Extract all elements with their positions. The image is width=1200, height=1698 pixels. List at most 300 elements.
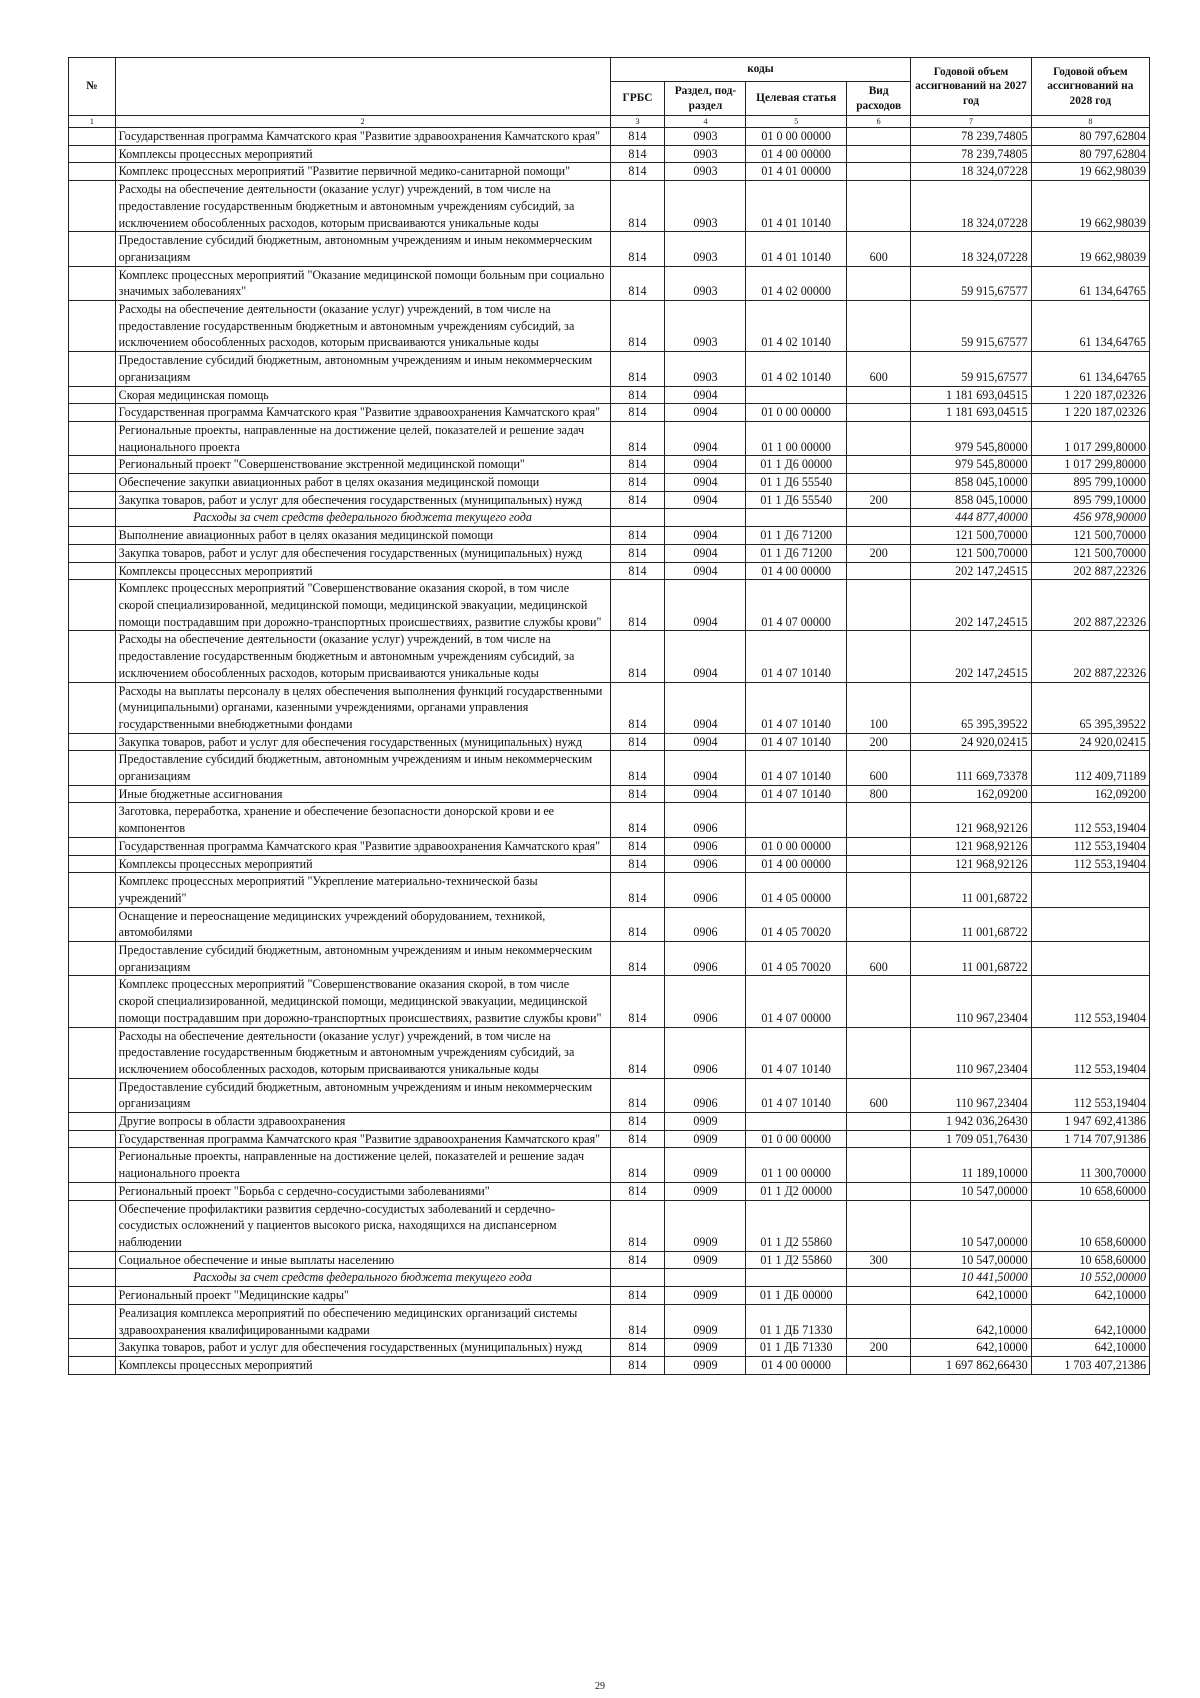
amount-2027-cell: 202 147,24515 [911, 562, 1031, 580]
table-row [69, 803, 1150, 837]
kind-cell [847, 1027, 911, 1078]
grbs-cell: 814 [610, 232, 665, 266]
amount-2028-cell: 1 017 299,80000 [1031, 456, 1149, 474]
table-body [69, 128, 1150, 1375]
amount-2028-cell: 61 134,64765 [1031, 352, 1149, 386]
item-name-cell: Государственная программа Камчатского края "Развитие здравоохранения Камчатского края" [115, 1130, 610, 1148]
amount-2027-cell: 18 324,07228 [911, 163, 1031, 181]
amount-2028-cell [1031, 907, 1149, 941]
item-name-cell: Социальное обеспечение и иные выплаты населению [115, 1251, 610, 1269]
amount-2027-cell: 162,09200 [911, 785, 1031, 803]
kind-cell [847, 1304, 911, 1338]
amount-2028-cell: 10 658,60000 [1031, 1251, 1149, 1269]
row-number-cell [69, 527, 116, 545]
grbs-cell: 814 [610, 855, 665, 873]
item-name-cell: Комплексы процессных мероприятий [115, 1356, 610, 1374]
amount-2027-cell: 110 967,23404 [911, 1027, 1031, 1078]
amount-2028-cell: 61 134,64765 [1031, 266, 1149, 300]
amount-2028-cell: 61 134,64765 [1031, 301, 1149, 352]
amount-2027-cell: 642,10000 [911, 1304, 1031, 1338]
table-row [69, 837, 1150, 855]
item-name-cell: Обеспечение закупки авиационных работ в целях оказания медицинской помощи [115, 474, 610, 492]
table-row [69, 1130, 1150, 1148]
row-number-cell [69, 128, 116, 146]
item-name-cell: Расходы за счет средств федерального бюджета текущего года [115, 1269, 610, 1287]
col-number-4: 4 [665, 116, 746, 128]
section-cell: 0904 [665, 785, 746, 803]
amount-2028-cell: 112 553,19404 [1031, 855, 1149, 873]
kind-cell: 300 [847, 1251, 911, 1269]
amount-2028-cell: 19 662,98039 [1031, 232, 1149, 266]
row-number-cell [69, 1113, 116, 1131]
amount-2027-cell: 1 709 051,76430 [911, 1130, 1031, 1148]
section-cell: 0909 [665, 1287, 746, 1305]
section-cell: 0906 [665, 942, 746, 976]
row-number-cell [69, 266, 116, 300]
amount-2028-cell: 202 887,22326 [1031, 562, 1149, 580]
amount-2027-cell: 59 915,67577 [911, 352, 1031, 386]
amount-2027-cell: 1 181 693,04515 [911, 404, 1031, 422]
target-cell: 01 1 Д2 55860 [746, 1251, 847, 1269]
target-cell: 01 0 00 00000 [746, 1130, 847, 1148]
target-cell: 01 4 07 10140 [746, 1078, 847, 1112]
col-number-1: 1 [69, 116, 116, 128]
amount-2027-cell: 11 189,10000 [911, 1148, 1031, 1182]
table-row [69, 562, 1150, 580]
grbs-cell: 814 [610, 942, 665, 976]
section-cell: 0909 [665, 1113, 746, 1131]
section-cell: 0904 [665, 682, 746, 733]
section-cell: 0906 [665, 1027, 746, 1078]
kind-cell [847, 145, 911, 163]
table-row [69, 527, 1150, 545]
item-name-cell: Другие вопросы в области здравоохранения [115, 1113, 610, 1131]
amount-2028-cell: 112 553,19404 [1031, 1078, 1149, 1112]
target-cell [746, 1113, 847, 1131]
amount-2027-cell: 1 942 036,26430 [911, 1113, 1031, 1131]
kind-cell [847, 1182, 911, 1200]
kind-cell [847, 907, 911, 941]
amount-2027-cell: 121 500,70000 [911, 544, 1031, 562]
item-name-cell: Расходы на обеспечение деятельности (оказание услуг) учреждений, в том числе на предоставление государственным бюджетным и автономным учреждениям субсидий, за исключением обособленных расходов, которым присваиваются уникальные коды [115, 1027, 610, 1078]
kind-cell [847, 1113, 911, 1131]
target-cell: 01 4 00 00000 [746, 1356, 847, 1374]
amount-2028-cell: 121 500,70000 [1031, 544, 1149, 562]
amount-2028-cell: 895 799,10000 [1031, 474, 1149, 492]
kind-cell [847, 386, 911, 404]
kind-cell: 600 [847, 751, 911, 785]
item-name-cell: Комплекс процессных мероприятий "Укрепление материально-технической базы учреждений" [115, 873, 610, 907]
table-row [69, 1200, 1150, 1251]
grbs-cell: 814 [610, 751, 665, 785]
table-row [69, 1356, 1150, 1374]
kind-cell [847, 873, 911, 907]
amount-2027-cell: 10 547,00000 [911, 1251, 1031, 1269]
target-cell: 01 4 02 10140 [746, 301, 847, 352]
kind-cell [847, 527, 911, 545]
target-cell: 01 0 00 00000 [746, 128, 847, 146]
target-cell: 01 4 01 10140 [746, 181, 847, 232]
target-cell: 01 4 07 10140 [746, 751, 847, 785]
table-row [69, 1287, 1150, 1305]
section-cell: 0904 [665, 631, 746, 682]
grbs-cell: 814 [610, 1113, 665, 1131]
item-name-cell: Региональный проект "Совершенствование экстренной медицинской помощи" [115, 456, 610, 474]
grbs-cell: 814 [610, 1182, 665, 1200]
table-row [69, 751, 1150, 785]
amount-2027-cell: 11 001,68722 [911, 873, 1031, 907]
target-cell: 01 1 00 00000 [746, 1148, 847, 1182]
grbs-cell: 814 [610, 1356, 665, 1374]
row-number-cell [69, 474, 116, 492]
kind-cell [847, 631, 911, 682]
amount-2028-cell: 162,09200 [1031, 785, 1149, 803]
target-cell: 01 1 Д6 71200 [746, 527, 847, 545]
target-cell [746, 803, 847, 837]
item-name-cell: Оснащение и переоснащение медицинских учреждений оборудованием, техникой, автомобилями [115, 907, 610, 941]
row-number-cell [69, 301, 116, 352]
amount-2028-cell: 202 887,22326 [1031, 631, 1149, 682]
amount-2028-cell: 1 947 692,41386 [1031, 1113, 1149, 1131]
amount-2028-cell: 10 658,60000 [1031, 1200, 1149, 1251]
grbs-cell: 814 [610, 837, 665, 855]
section-cell: 0904 [665, 580, 746, 631]
table-row [69, 1251, 1150, 1269]
grbs-cell: 814 [610, 266, 665, 300]
grbs-cell: 814 [610, 163, 665, 181]
amount-2028-cell: 1 220 187,02326 [1031, 404, 1149, 422]
row-number-cell [69, 631, 116, 682]
grbs-cell: 814 [610, 421, 665, 455]
row-number-cell [69, 404, 116, 422]
page-number: 29 [595, 1681, 605, 1692]
header-grbs: ГРБС [610, 82, 665, 116]
item-name-cell: Реализация комплекса мероприятий по обеспечению медицинских организаций системы здравоохранения квалифицированными кадрами [115, 1304, 610, 1338]
grbs-cell: 814 [610, 682, 665, 733]
target-cell: 01 1 Д6 00000 [746, 456, 847, 474]
table-row [69, 181, 1150, 232]
table-row [69, 1113, 1150, 1131]
amount-2028-cell: 11 300,70000 [1031, 1148, 1149, 1182]
section-cell: 0909 [665, 1339, 746, 1357]
table-row [69, 456, 1150, 474]
amount-2028-cell: 24 920,02415 [1031, 733, 1149, 751]
table-row [69, 544, 1150, 562]
table-row [69, 873, 1150, 907]
header-section: Раздел, под-раздел [665, 82, 746, 116]
kind-cell: 600 [847, 352, 911, 386]
amount-2028-cell: 112 553,19404 [1031, 837, 1149, 855]
section-cell: 0903 [665, 128, 746, 146]
budget-table [68, 57, 1150, 1375]
grbs-cell: 814 [610, 527, 665, 545]
kind-cell: 800 [847, 785, 911, 803]
amount-2028-cell: 112 553,19404 [1031, 1027, 1149, 1078]
section-cell: 0904 [665, 751, 746, 785]
amount-2027-cell: 121 968,92126 [911, 803, 1031, 837]
grbs-cell: 814 [610, 580, 665, 631]
table-row [69, 907, 1150, 941]
target-cell: 01 4 07 00000 [746, 580, 847, 631]
target-cell: 01 4 07 10140 [746, 785, 847, 803]
section-cell: 0903 [665, 352, 746, 386]
kind-cell: 200 [847, 1339, 911, 1357]
target-cell: 01 4 00 00000 [746, 145, 847, 163]
kind-cell [847, 404, 911, 422]
target-cell: 01 1 ДБ 00000 [746, 1287, 847, 1305]
amount-2028-cell: 80 797,62804 [1031, 128, 1149, 146]
grbs-cell: 814 [610, 301, 665, 352]
target-cell: 01 1 Д6 55540 [746, 474, 847, 492]
item-name-cell: Комплекс процессных мероприятий "Совершенствование оказания скорой, в том числе скорой специализированной, медицинской помощи, медицинской эвакуации, медицинской помощи пострадавшим при дорожно-транспортных происшествиях, развитие службы крови" [115, 976, 610, 1027]
grbs-cell: 814 [610, 386, 665, 404]
item-name-cell: Государственная программа Камчатского края "Развитие здравоохранения Камчатского края" [115, 404, 610, 422]
row-number-cell [69, 1304, 116, 1338]
item-name-cell: Региональный проект "Борьба с сердечно-сосудистыми заболеваниями" [115, 1182, 610, 1200]
amount-2027-cell: 10 547,00000 [911, 1200, 1031, 1251]
amount-2028-cell: 642,10000 [1031, 1339, 1149, 1357]
header-2028: Годовой объем ассигнований на 2028 год [1031, 58, 1149, 116]
section-cell: 0909 [665, 1251, 746, 1269]
grbs-cell: 814 [610, 181, 665, 232]
section-cell: 0904 [665, 544, 746, 562]
section-cell: 0909 [665, 1304, 746, 1338]
row-number-cell [69, 751, 116, 785]
grbs-cell: 814 [610, 1148, 665, 1182]
amount-2027-cell: 78 239,74805 [911, 128, 1031, 146]
amount-2027-cell: 121 500,70000 [911, 527, 1031, 545]
kind-cell [847, 181, 911, 232]
target-cell: 01 4 07 10140 [746, 682, 847, 733]
amount-2027-cell: 1 697 862,66430 [911, 1356, 1031, 1374]
item-name-cell: Комплексы процессных мероприятий [115, 145, 610, 163]
section-cell: 0903 [665, 266, 746, 300]
table-row [69, 976, 1150, 1027]
row-number-cell [69, 907, 116, 941]
row-number-cell [69, 386, 116, 404]
amount-2027-cell: 78 239,74805 [911, 145, 1031, 163]
grbs-cell: 814 [610, 733, 665, 751]
kind-cell [847, 1148, 911, 1182]
amount-2027-cell: 59 915,67577 [911, 266, 1031, 300]
table-row [69, 942, 1150, 976]
target-cell: 01 1 Д6 71200 [746, 544, 847, 562]
grbs-cell: 814 [610, 1027, 665, 1078]
item-name-cell: Скорая медицинская помощь [115, 386, 610, 404]
col-number-6: 6 [847, 116, 911, 128]
grbs-cell [610, 1269, 665, 1287]
amount-2028-cell: 642,10000 [1031, 1304, 1149, 1338]
grbs-cell: 814 [610, 1078, 665, 1112]
kind-cell [847, 803, 911, 837]
grbs-cell: 814 [610, 803, 665, 837]
kind-cell: 200 [847, 544, 911, 562]
table-row [69, 1339, 1150, 1357]
amount-2027-cell: 11 001,68722 [911, 942, 1031, 976]
section-cell: 0909 [665, 1148, 746, 1182]
row-number-cell [69, 1287, 116, 1305]
target-cell [746, 1269, 847, 1287]
amount-2028-cell: 10 552,00000 [1031, 1269, 1149, 1287]
table-row [69, 733, 1150, 751]
item-name-cell: Предоставление субсидий бюджетным, автономным учреждениям и иным некоммерческим организациям [115, 751, 610, 785]
grbs-cell: 814 [610, 474, 665, 492]
item-name-cell: Региональные проекты, направленные на достижение целей, показателей и решение задач национального проекта [115, 421, 610, 455]
grbs-cell: 814 [610, 128, 665, 146]
section-cell: 0904 [665, 421, 746, 455]
table-row [69, 491, 1150, 509]
kind-cell [847, 562, 911, 580]
section-cell: 0909 [665, 1130, 746, 1148]
table-row [69, 1078, 1150, 1112]
section-cell: 0903 [665, 163, 746, 181]
kind-cell [847, 421, 911, 455]
section-cell: 0904 [665, 491, 746, 509]
table-row [69, 1027, 1150, 1078]
target-cell: 01 1 ДБ 71330 [746, 1304, 847, 1338]
grbs-cell: 814 [610, 352, 665, 386]
section-cell [665, 509, 746, 527]
item-name-cell: Расходы на выплаты персоналу в целях обеспечения выполнения функций государственными (муниципальными) органами, казенными учреждениями, органами управления государственными внебюджетными фондами [115, 682, 610, 733]
row-number-cell [69, 1200, 116, 1251]
item-name-cell: Государственная программа Камчатского края "Развитие здравоохранения Камчатского края" [115, 837, 610, 855]
amount-2027-cell: 121 968,92126 [911, 837, 1031, 855]
row-number-cell [69, 509, 116, 527]
kind-cell [847, 976, 911, 1027]
target-cell: 01 1 Д2 00000 [746, 1182, 847, 1200]
amount-2028-cell: 1 703 407,21386 [1031, 1356, 1149, 1374]
amount-2027-cell: 1 181 693,04515 [911, 386, 1031, 404]
section-cell: 0903 [665, 181, 746, 232]
item-name-cell: Предоставление субсидий бюджетным, автономным учреждениям и иным некоммерческим организациям [115, 232, 610, 266]
kind-cell: 600 [847, 942, 911, 976]
table-row [69, 232, 1150, 266]
amount-2028-cell: 112 409,71189 [1031, 751, 1149, 785]
section-cell: 0909 [665, 1200, 746, 1251]
table-row [69, 580, 1150, 631]
amount-2028-cell: 1 017 299,80000 [1031, 421, 1149, 455]
table-row [69, 785, 1150, 803]
kind-cell [847, 456, 911, 474]
grbs-cell: 814 [610, 873, 665, 907]
item-name-cell: Предоставление субсидий бюджетным, автономным учреждениям и иным некоммерческим организациям [115, 942, 610, 976]
row-number-cell [69, 181, 116, 232]
row-number-cell [69, 580, 116, 631]
item-name-cell: Комплекс процессных мероприятий "Развитие первичной медико-санитарной помощи" [115, 163, 610, 181]
amount-2028-cell [1031, 873, 1149, 907]
section-cell: 0906 [665, 837, 746, 855]
amount-2027-cell: 202 147,24515 [911, 631, 1031, 682]
row-number-cell [69, 1356, 116, 1374]
item-name-cell: Закупка товаров, работ и услуг для обеспечения государственных (муниципальных) нужд [115, 544, 610, 562]
row-number-cell [69, 1148, 116, 1182]
target-cell: 01 0 00 00000 [746, 404, 847, 422]
table-row [69, 1304, 1150, 1338]
section-cell: 0904 [665, 733, 746, 751]
item-name-cell: Закупка товаров, работ и услуг для обеспечения государственных (муниципальных) нужд [115, 491, 610, 509]
kind-cell [847, 1130, 911, 1148]
section-cell: 0906 [665, 976, 746, 1027]
kind-cell [847, 474, 911, 492]
amount-2027-cell: 979 545,80000 [911, 456, 1031, 474]
grbs-cell: 814 [610, 785, 665, 803]
section-cell: 0906 [665, 907, 746, 941]
header-target: Целевая статья [746, 82, 847, 116]
kind-cell [847, 580, 911, 631]
row-number-cell [69, 1078, 116, 1112]
row-number-cell [69, 1027, 116, 1078]
grbs-cell: 814 [610, 1339, 665, 1357]
header-codes: коды [610, 58, 911, 82]
amount-2027-cell: 121 968,92126 [911, 855, 1031, 873]
kind-cell: 600 [847, 1078, 911, 1112]
row-number-cell [69, 1269, 116, 1287]
amount-2027-cell: 110 967,23404 [911, 976, 1031, 1027]
item-name-cell: Региональный проект "Медицинские кадры" [115, 1287, 610, 1305]
amount-2027-cell: 10 441,50000 [911, 1269, 1031, 1287]
target-cell [746, 386, 847, 404]
amount-2027-cell: 202 147,24515 [911, 580, 1031, 631]
target-cell: 01 4 07 00000 [746, 976, 847, 1027]
item-name-cell: Региональные проекты, направленные на достижение целей, показателей и решение задач национального проекта [115, 1148, 610, 1182]
row-number-cell [69, 1339, 116, 1357]
section-cell: 0903 [665, 145, 746, 163]
row-number-cell [69, 544, 116, 562]
amount-2027-cell: 642,10000 [911, 1287, 1031, 1305]
row-number-cell [69, 855, 116, 873]
amount-2027-cell: 111 669,73378 [911, 751, 1031, 785]
kind-cell [847, 266, 911, 300]
amount-2027-cell: 11 001,68722 [911, 907, 1031, 941]
col-number-5: 5 [746, 116, 847, 128]
row-number-cell [69, 837, 116, 855]
grbs-cell: 814 [610, 145, 665, 163]
grbs-cell: 814 [610, 562, 665, 580]
kind-cell [847, 1269, 911, 1287]
target-cell: 01 4 07 10140 [746, 1027, 847, 1078]
kind-cell [847, 1287, 911, 1305]
item-name-cell: Комплекс процессных мероприятий "Совершенствование оказания скорой, в том числе скорой специализированной, медицинской помощи, медицинской эвакуации, медицинской помощи пострадавшим при дорожно-транспортных происшествиях, развитие службы крови" [115, 580, 610, 631]
col-number-3: 3 [610, 116, 665, 128]
grbs-cell: 814 [610, 976, 665, 1027]
section-cell: 0906 [665, 803, 746, 837]
amount-2028-cell: 19 662,98039 [1031, 163, 1149, 181]
section-cell: 0906 [665, 1078, 746, 1112]
table-row [69, 1182, 1150, 1200]
amount-2028-cell: 10 658,60000 [1031, 1182, 1149, 1200]
table-row [69, 682, 1150, 733]
amount-2028-cell: 642,10000 [1031, 1287, 1149, 1305]
table-row [69, 1148, 1150, 1182]
table-row [69, 128, 1150, 146]
kind-cell [847, 128, 911, 146]
section-cell: 0909 [665, 1182, 746, 1200]
row-number-cell [69, 491, 116, 509]
amount-2027-cell: 10 547,00000 [911, 1182, 1031, 1200]
target-cell: 01 0 00 00000 [746, 837, 847, 855]
amount-2027-cell: 858 045,10000 [911, 474, 1031, 492]
row-number-cell [69, 682, 116, 733]
target-cell: 01 4 07 10140 [746, 733, 847, 751]
table-row [69, 352, 1150, 386]
section-cell: 0904 [665, 456, 746, 474]
row-number-cell [69, 163, 116, 181]
table-row [69, 386, 1150, 404]
row-number-cell [69, 562, 116, 580]
kind-cell [847, 855, 911, 873]
section-cell [665, 1269, 746, 1287]
col-number-2: 2 [115, 116, 610, 128]
